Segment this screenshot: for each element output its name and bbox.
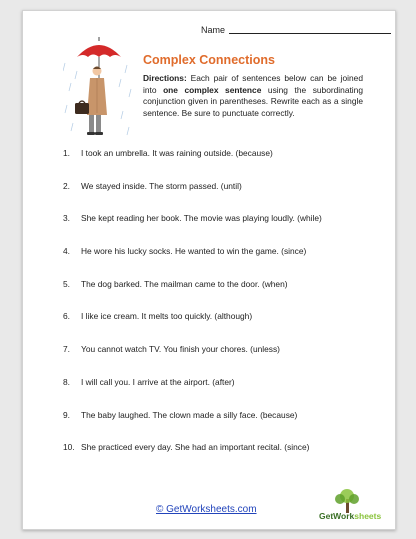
directions-bold-phrase: one complex sentence: [163, 84, 262, 95]
exercise-list: [63, 148, 383, 475]
name-label: Name: [201, 25, 226, 35]
item-number: 6.: [63, 311, 70, 322]
item-number: 5.: [63, 278, 70, 289]
name-blank-line: [229, 33, 391, 34]
worksheet-title: Complex Connections: [143, 53, 275, 67]
umbrella-canopy: [77, 45, 121, 57]
item-text: You cannot watch TV. You finish your chores. (unless): [81, 344, 280, 355]
exercise-item: [63, 377, 383, 410]
exercise-item: [63, 181, 383, 214]
exercise-item: [63, 148, 383, 181]
getworksheets-tree-logo-icon: [313, 487, 393, 527]
item-text: She practiced every day. She had an important recital. (since): [81, 442, 310, 453]
item-text: I like ice cream. It melts too quickly. (although): [81, 311, 253, 322]
item-number: 10.: [63, 442, 75, 453]
briefcase-icon: [75, 103, 89, 114]
exercise-item: [63, 246, 383, 279]
exercise-item: [63, 311, 383, 344]
exercise-item: [63, 344, 383, 377]
directions-text: Directions: Each pair of sentences below can be joined into one complex sentence using the subordinating conjunction given in parentheses. Rewrite each as a single sentence. Be sure to punctuate correctly.: [143, 73, 363, 118]
item-text: I will call you. I arrive at the airport. (after): [81, 376, 235, 387]
item-number: 3.: [63, 213, 70, 224]
item-text: The baby laughed. The clown made a silly face. (because): [81, 409, 298, 420]
item-text: The dog barked. The mailman came to the door. (when): [81, 278, 288, 289]
item-number: 8.: [63, 376, 70, 387]
item-text: She kept reading her book. The movie was playing loudly. (while): [81, 213, 322, 224]
getworksheets-logo-text: GetWorksheets: [319, 511, 382, 521]
item-text: We stayed inside. The storm passed. (until): [81, 180, 242, 191]
item-text: He wore his lucky socks. He wanted to win the game. (since): [81, 246, 307, 257]
exercise-item: [63, 410, 383, 443]
item-number: 4.: [63, 246, 70, 257]
item-number: 9.: [63, 409, 70, 420]
man-with-umbrella-illustration: [63, 33, 135, 143]
directions-label: Directions:: [143, 73, 187, 83]
getworksheets-link[interactable]: © GetWorksheets.com: [156, 504, 257, 515]
item-number: 7.: [63, 344, 70, 355]
name-field: [201, 25, 391, 35]
item-number: 1.: [63, 148, 70, 158]
item-number: 2.: [63, 180, 70, 191]
exercise-item: [63, 279, 383, 312]
worksheet-page: [22, 10, 396, 530]
item-text: I took an umbrella. It was raining outside. (because): [81, 148, 273, 158]
exercise-item: [63, 442, 383, 475]
exercise-item: [63, 213, 383, 246]
